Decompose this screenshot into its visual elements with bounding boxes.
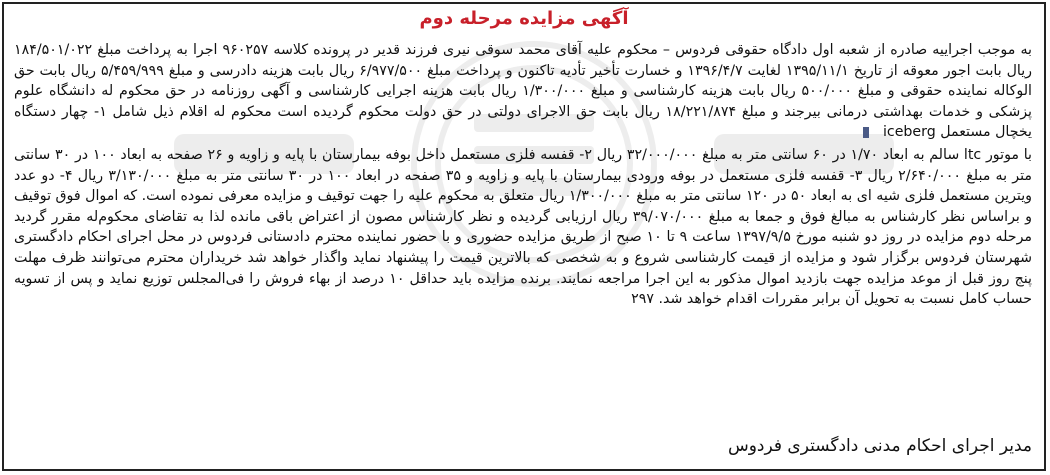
notice-frame [2,2,1046,471]
notice-paragraph-1 [14,40,1032,143]
notice-signature: مدیر اجرای احکام مدنی دادگستری فردوس [727,436,1032,456]
text-cursor-marker [863,127,869,138]
notice-title: آگهی مزایده مرحله دوم [419,8,629,29]
notice-paragraph-1-text: به موجب اجراییه صادره از شعبه اول دادگاه حقوقی فردوس – محکوم علیه آقای محمد سوقی نیری فرزند قدیر در پرونده کلاسه ۹۶۰۲۵۷ اجرا به پرداخت مبلغ ۱۸۴/۵۰۱/۰۲۲ ریال بابت اجور معوقه از تاریخ ۱۳۹۵/۱۱/۱ لغایت ۱۳۹۶/۴/۷ و خسارت تأخیر تأدیه تاکنون و پرداخت مبلغ ۶/۹۷۷/۵۰۰ ریال بابت هزینه دادرسی و مبلغ ۵/۴۵۹/۹۹۹ ریال بابت حق الوکاله نماینده حقوقی و مبلغ ۵۰۰/۰۰۰ ریال بابت هزینه کارشناسی و مبلغ ۱/۳۰۰/۰۰۰ ریال بابت هزینه اجرایی کارشناسی و آگهی روزنامه در حق محکوم له دانشگاه علوم پزشکی و خدمات بهداشتی درمانی بیرجند و مبلغ ۱۸/۲۲۱/۸۷۴ ریال بابت حق الاجرای دولتی در حق دولت محکوم گردیده است محکوم له اقلام ذیل شامل ۱- چهار دستگاه یخچال مستعمل iceberg [14,42,1033,141]
notice-body [14,40,1032,310]
notice-paragraph-2: با موتور ltc سالم به ابعاد ۱/۷۰ در ۶۰ سانتی متر به مبلغ ۳۲/۰۰۰/۰۰۰ ریال ۲- قفسه فلزی مستعمل داخل بوفه بیمارستان با پایه و زاویه و ۲۶ صفحه به ابعاد ۱۰۰ در ۳۰ سانتی متر به مبلغ ۲/۶۴۰/۰۰۰ ریال ۳- قفسه فلزی مستعمل در بوفه ورودی بیمارستان با پایه و زاویه و ۳۵ صفحه در ابعاد ۱۰۰ در ۳۰ سانتی متر به مبلغ ۳/۱۳۰/۰۰۰ ریال ۴- دو عدد ویترین مستعمل فلزی شیه ای به ابعاد ۵۰ در ۱۲۰ سانتی متر به مبلغ ۱/۳۰۰/۰۰۰ ریال متعلق به محکوم علیه را جهت توقیف و مزایده معرفی نموده است. که اموال فوق توقیف و براساس نظر کارشناس به مبالغ فوق و جمعا به مبلغ ۳۹/۰۷۰/۰۰۰ ریال ارزیابی گردیده و نظر کارشناس مصون از اعتراض باقی مانده لذا به تقاضای محکوم‌له مقرر گردید مرحله دوم مزایده در روز دو شنبه مورخ ۱۳۹۷/۹/۵ ساعت ۹ تا ۱۰ صبح از طریق مزایده حضوری و با حضور نماینده محترم دادستانی فردوس در محل اجرای احکام دادگستری شهرستان فردوس برگزار شود و مزایده از قیمت کارشناسی شروع و به شخصی که بالاترین قیمت را پیشنهاد نماید واگذار خواهد شد خریداران محترم می‌توانند ظرف مهلت پنج روز قبل از موعد مزایده جهت بازدید اموال مذکور به این اجرا مراجعه نمایند. برنده مزایده باید حداقل ۱۰ درصد از بهاء فروش را فی‌المجلس توزیع نماید و پس از تسویه حساب کامل نسبت به تحویل آن برابر مقررات اقدام خواهد شد. ۲۹۷ [14,146,1032,308]
